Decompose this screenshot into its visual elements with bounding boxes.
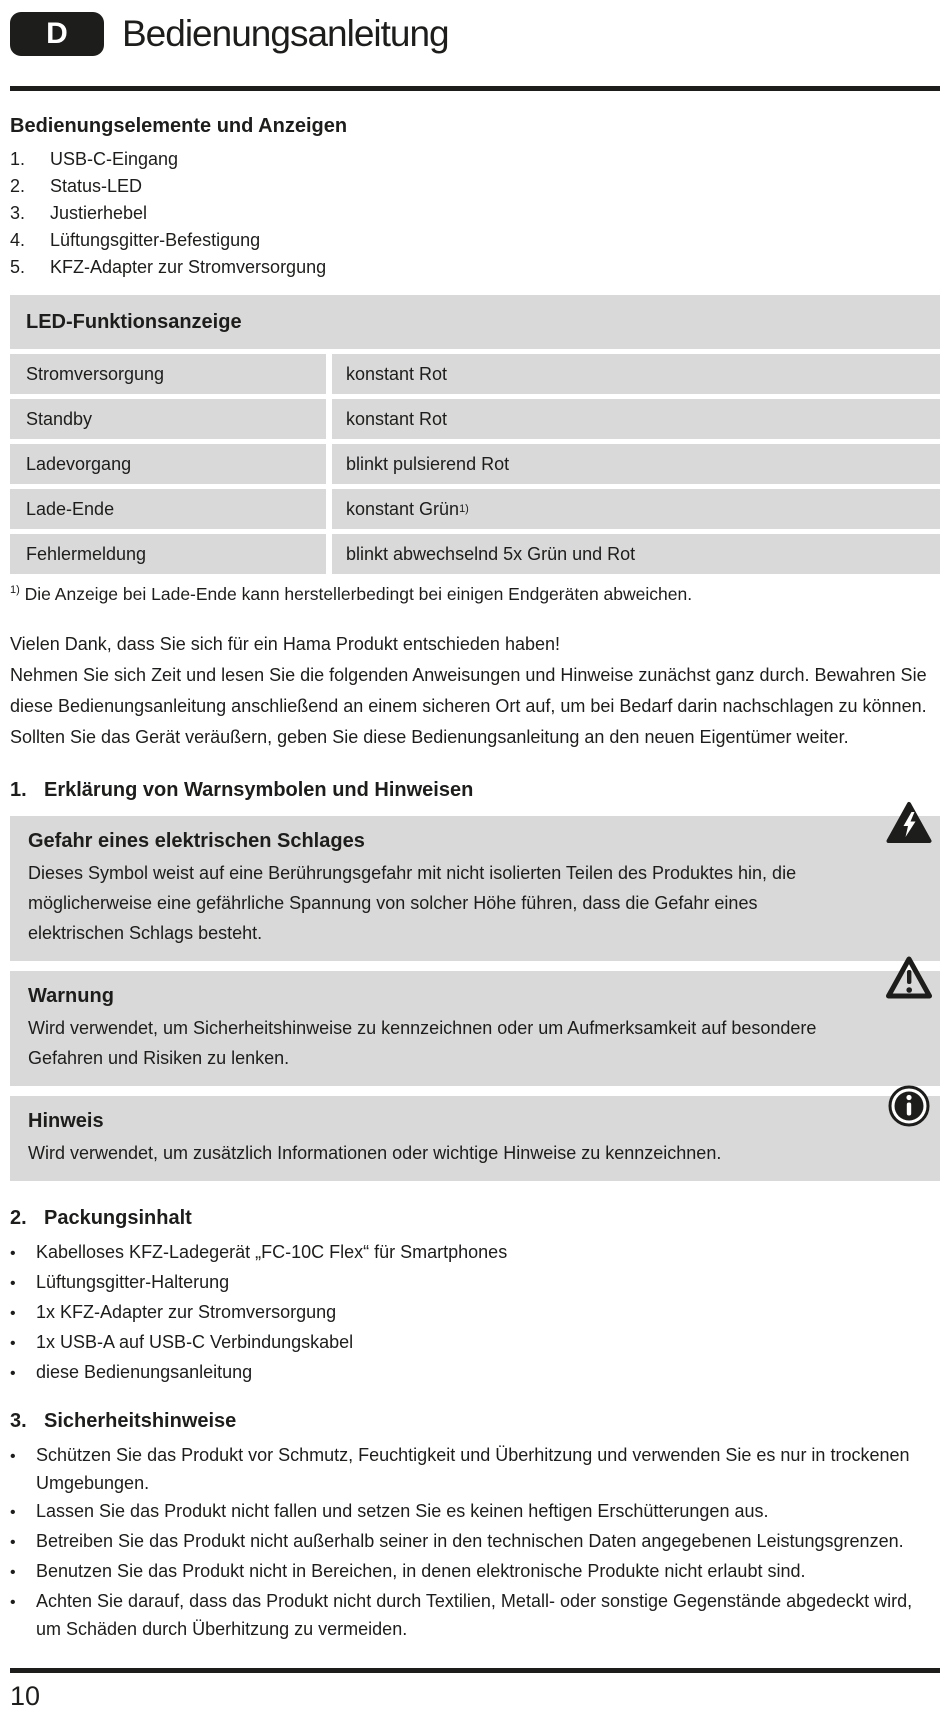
table-cell-value — [332, 534, 940, 574]
list-item-text: 1x KFZ-Adapter zur Stromversorgung — [36, 1302, 337, 1322]
warning-box-electric-shock — [10, 816, 940, 961]
list-item-text: Benutzen Sie das Produkt nicht in Bereichen, in denen elektronische Produkte nicht erlaubt sind. — [36, 1561, 806, 1581]
list-item — [10, 1441, 940, 1497]
bullet-marker — [10, 1441, 36, 1497]
section-number: 3. — [10, 1410, 27, 1432]
table-row — [10, 489, 940, 529]
intro-thanks-line: Vielen Dank, dass Sie sich für ein Hama Produkt entschieden haben! — [10, 634, 560, 654]
footnote-marker: 1) — [10, 584, 20, 597]
table-cell-value — [332, 399, 940, 439]
info-circle-icon — [888, 1085, 930, 1132]
header-divider — [10, 86, 940, 91]
bullet-marker — [10, 1268, 36, 1298]
page-title: Bedienungsanleitung — [122, 13, 449, 54]
section-title: Sicherheitshinweise — [44, 1410, 237, 1432]
list-item — [10, 1358, 940, 1388]
warning-box-title: Warnung — [28, 985, 114, 1007]
table-row — [10, 399, 940, 439]
list-item — [10, 200, 940, 227]
section-title: Packungsinhalt — [44, 1207, 192, 1229]
table-cell-label — [10, 399, 326, 439]
cell-text: Ladevorgang — [26, 453, 132, 474]
table-header — [10, 295, 940, 349]
bullet-marker — [10, 1587, 36, 1643]
bullet-marker — [10, 1328, 36, 1358]
cell-text: konstant Rot — [346, 408, 448, 429]
list-item-number: 4. — [10, 230, 26, 250]
list-item — [10, 1527, 940, 1557]
page-footer — [10, 1668, 940, 1712]
list-item-text: Schützen Sie das Produkt vor Schmutz, Feuchtigkeit und Überhitzung und verwenden Sie es nur in trockenen Umgebungen. — [36, 1445, 910, 1493]
table-cell-value — [332, 354, 940, 394]
section-heading-2 — [10, 1207, 940, 1230]
warning-box-text: Wird verwendet, um Sicherheitshinweise zu kennzeichnen oder um Aufmerksamkeit auf besondere Gefahren und Risiken zu lenken. — [28, 1018, 817, 1068]
controls-heading: Bedienungselemente und Anzeigen — [10, 115, 348, 137]
table-row — [10, 534, 940, 574]
table-header-label: LED-Funktionsanzeige — [26, 310, 242, 333]
language-badge-label: D — [46, 17, 68, 50]
list-item-text: Lassen Sie das Produkt nicht fallen und setzen Sie es keinen heftigen Erschütterungen aus. — [36, 1501, 769, 1521]
list-item-number: 3. — [10, 203, 26, 223]
table-row — [10, 354, 940, 394]
section-title: Erklärung von Warnsymbolen und Hinweisen — [44, 779, 474, 801]
list-item-text: Lüftungsgitter-Befestigung — [50, 230, 261, 250]
section-number: 1. — [10, 779, 27, 801]
list-item-text: Achten Sie darauf, dass das Produkt nicht durch Textilien, Metall- oder sonstige Gegenstände abgedeckt wird, um Schäden durch Überhitzung zu vermeiden. — [36, 1591, 913, 1639]
footer-divider — [10, 1668, 940, 1673]
bullet-marker — [10, 1527, 36, 1557]
warning-triangle-icon — [886, 956, 932, 1005]
table-cell-value: konstant Grün 1) — [332, 489, 940, 529]
list-item-text: KFZ-Adapter zur Stromversorgung — [50, 257, 327, 277]
page-header — [10, 0, 940, 56]
table-cell-value — [332, 444, 940, 484]
list-item — [10, 227, 940, 254]
page-number: 10 — [10, 1681, 41, 1711]
warning-box-warnung — [10, 971, 940, 1086]
list-item — [10, 254, 940, 281]
list-item — [10, 146, 940, 173]
table-cell-label — [10, 354, 326, 394]
electric-shock-triangle-icon — [886, 801, 932, 850]
warning-box-text: Wird verwendet, um zusätzlich Informationen oder wichtige Hinweise zu kennzeichnen. — [28, 1143, 722, 1163]
bullet-marker — [10, 1358, 36, 1388]
warning-box-text: Dieses Symbol weist auf eine Berührungsgefahr mit nicht isolierten Teilen des Produktes hin, die möglicherweise eine gefährliche Spannung von solcher Höhe führen, dass die Gefahr eines elektrischen Schlags besteht. — [28, 863, 797, 943]
list-item — [10, 173, 940, 200]
warning-box-title: Hinweis — [28, 1110, 104, 1132]
list-item — [10, 1328, 940, 1358]
cell-text: konstant Grün — [346, 498, 460, 519]
led-function-table — [10, 295, 940, 574]
section-number: 2. — [10, 1207, 27, 1229]
warning-box-title: Gefahr eines elektrischen Schlages — [28, 830, 365, 852]
cell-text: blinkt abwechselnd 5x Grün und Rot — [346, 543, 636, 564]
list-item-text: Justierhebel — [50, 203, 148, 223]
table-cell-label — [10, 444, 326, 484]
list-item-number: 2. — [10, 176, 26, 196]
list-item-text: Status-LED — [50, 176, 143, 196]
list-item-text: USB-C-Eingang — [50, 149, 179, 169]
controls-list — [10, 146, 940, 281]
list-item — [10, 1238, 940, 1268]
bullet-marker — [10, 1497, 36, 1527]
table-footnote — [10, 584, 940, 605]
cell-text: konstant Rot — [346, 363, 448, 384]
list-item-text: Betreiben Sie das Produkt nicht außerhalb seiner in den technischen Daten angegebenen Leistungsgrenzen. — [36, 1531, 904, 1551]
cell-text: Standby — [26, 408, 93, 429]
list-item-text: diese Bedienungsanleitung — [36, 1362, 253, 1382]
section-heading-1 — [10, 779, 940, 802]
list-item — [10, 1268, 940, 1298]
bullet-marker — [10, 1238, 36, 1268]
list-item-number: 5. — [10, 257, 26, 277]
cell-text: Lade-Ende — [26, 498, 115, 519]
list-item-text: Kabelloses KFZ-Ladegerät „FC-10C Flex“ für Smartphones — [36, 1242, 508, 1262]
footnote-text: Die Anzeige bei Lade-Ende kann herstellerbedingt bei einigen Endgeräten abweichen. — [19, 584, 693, 604]
list-item — [10, 1298, 940, 1328]
cell-text: blinkt pulsierend Rot — [346, 453, 510, 474]
list-item — [10, 1557, 940, 1587]
list-item — [10, 1497, 940, 1527]
cell-text: Fehlermeldung — [26, 543, 147, 564]
table-row — [10, 444, 940, 484]
safety-list — [10, 1441, 940, 1643]
section-heading-3 — [10, 1410, 940, 1433]
table-cell-label — [10, 489, 326, 529]
intro-paragraphs — [10, 629, 940, 753]
list-item — [10, 1587, 940, 1643]
bullet-marker — [10, 1298, 36, 1328]
list-item-number: 1. — [10, 149, 26, 169]
bullet-marker — [10, 1557, 36, 1587]
list-item-text: 1x USB-A auf USB-C Verbindungskabel — [36, 1332, 354, 1352]
cell-text: Stromversorgung — [26, 363, 165, 384]
list-item-text: Lüftungsgitter-Halterung — [36, 1272, 230, 1292]
intro-body-paragraph: Nehmen Sie sich Zeit und lesen Sie die folgenden Anweisungen und Hinweise zunächst ganz durch. Bewahren Sie diese Bedienungsanleitung anschließend an einem sicheren Ort auf, um bei Bedarf darin nachschlagen zu können. Sollten Sie das Gerät veräußern, geben Sie diese Bedienungsanleitung an den neuen Eigentümer weiter. — [10, 665, 927, 747]
table-cell-label — [10, 534, 326, 574]
packaging-list — [10, 1238, 940, 1388]
warning-box-hinweis — [10, 1096, 940, 1181]
language-badge — [10, 12, 104, 56]
